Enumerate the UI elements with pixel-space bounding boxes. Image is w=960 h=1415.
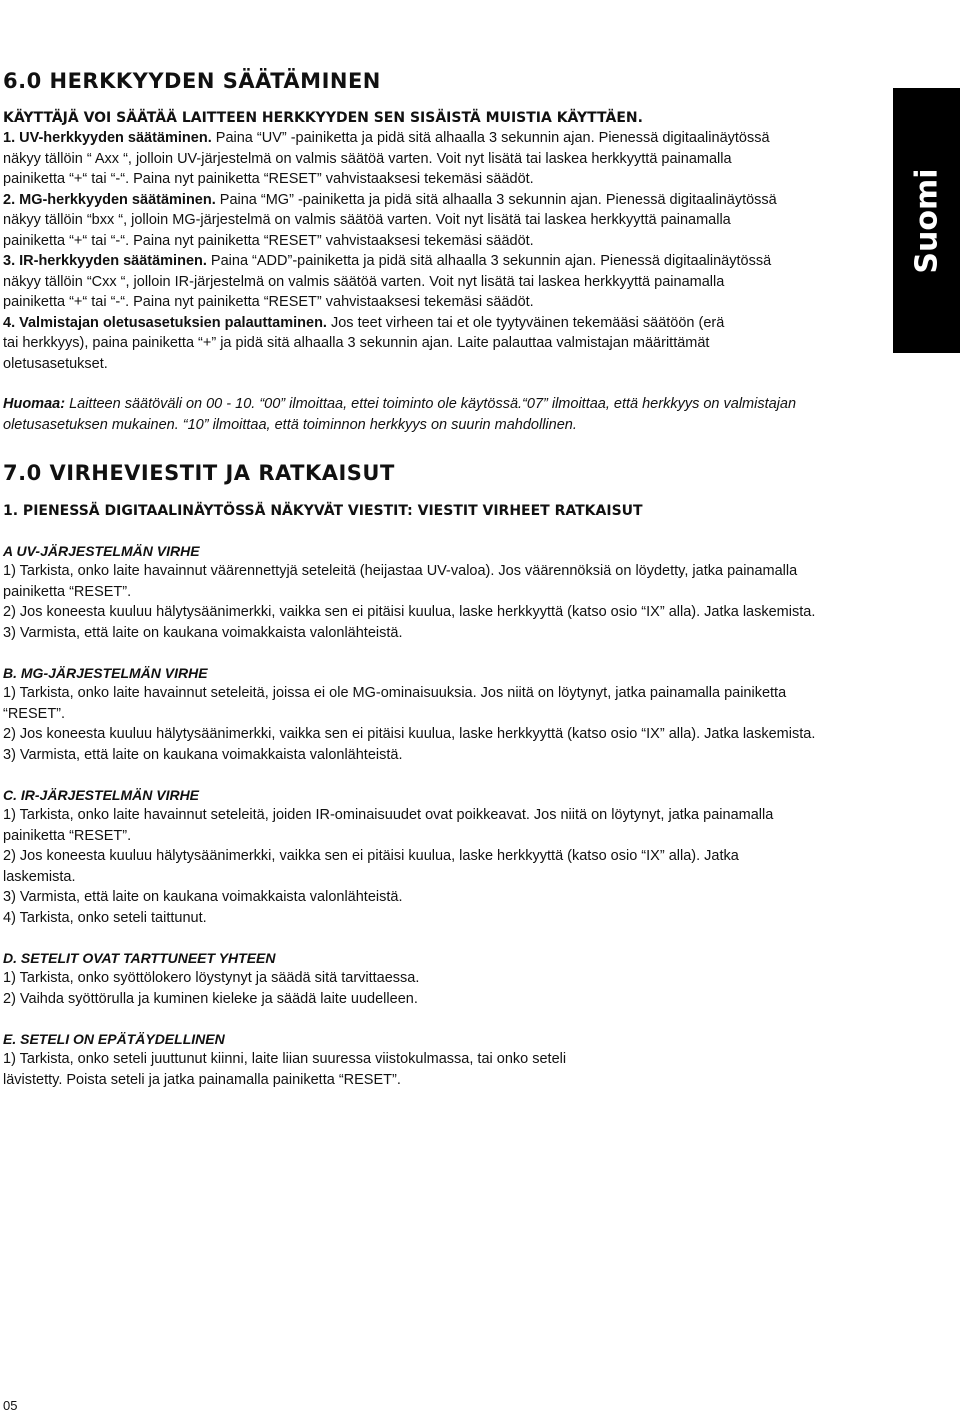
error-c-line-1: 1) Tarkista, onko laite havainnut seteleitä, joiden IR-ominaisuudet ovat poikkeavat. Jos niitä on löytynyt, jatka painamalla [3, 807, 774, 823]
paragraph-mg-line-3: painiketta “+“ tai “-“. Paina nyt painiketta “RESET” vahvistaaksesi tekemäsi säädöt. [3, 232, 534, 249]
error-e-heading: E. SETELI ON EPÄTÄYDELLINEN [3, 1031, 225, 1047]
note-heading: Huomaa: [3, 396, 66, 412]
language-tab-label: Suomi [909, 167, 944, 274]
section-6-subtitle: KÄYTTÄJÄ VOI SÄÄTÄÄ LAITTEEN HERKKYYDEN SEN SISÄISTÄ MUISTIA KÄYTTÄEN. [3, 110, 643, 126]
error-d-heading: D. SETELIT OVAT TARTTUNEET YHTEEN [3, 950, 276, 966]
error-c-heading: C. IR-JÄRJESTELMÄN VIRHE [3, 787, 200, 803]
language-tab [893, 88, 960, 353]
error-a-line-4: 3) Varmista, että laite on kaukana voimakkaista valonlähteistä. [3, 624, 403, 641]
mg-heading: 2. MG-herkkyyden säätäminen. [3, 191, 216, 208]
error-b-heading: B. MG-JÄRJESTELMÄN VIRHE [3, 665, 208, 681]
paragraph-reset-line-2: tai herkkyys), paina painiketta “+” ja pidä sitä alhaalla 3 sekunnin ajan. Laite palauttaa valmistajan määrittämät [3, 335, 710, 351]
paragraph-uv-line-2: näkyy tällöin “ Axx “, jolloin UV-järjestelmä on valmis säätöä varten. Voit nyt lisätä tai laskea herkkyyttä painamalla [3, 150, 732, 167]
section-7-subtitle: 1. PIENESSÄ DIGITAALINÄYTÖSSÄ NÄKYVÄT VIESTIT: VIESTIT VIRHEET RATKAISUT [3, 503, 643, 519]
paragraph-ir-line-2: näkyy tällöin “Cxx “, jolloin IR-järjestelmä on valmis säätöä varten. Voit nyt lisätä tai laskea herkkyyttä painamalla [3, 273, 725, 290]
error-b-line-4: 3) Varmista, että laite on kaukana voimakkaista valonlähteistä. [3, 746, 403, 763]
error-c-line-4: laskemista. [3, 868, 76, 885]
ir-text-1: Paina “ADD”-painiketta ja pidä sitä alhaalla 3 sekunnin ajan. Pienessä digitaalinäytössä [206, 253, 772, 269]
section-7-title: 7.0 VIRHEVIESTIT JA RATKAISUT [3, 461, 395, 485]
paragraph-mg-line-1 [3, 190, 873, 211]
mg-text-1: Paina “MG” -painiketta ja pidä sitä alhaalla 3 sekunnin ajan. Pienessä digitaalinäytössä [219, 191, 777, 208]
error-a-heading: A UV-JÄRJESTELMÄN VIRHE [3, 543, 200, 559]
error-c-line-2: painiketta “RESET”. [3, 827, 132, 844]
page-number: 05 [3, 1398, 18, 1413]
ir-heading: 3. IR-herkkyyden säätäminen. [3, 253, 207, 269]
error-a-line-1: 1) Tarkista, onko laite havainnut väärennettyjä seteleitä (heijastaa UV-valoa). Jos väärennöksiä on löydetty, jatka painamalla [3, 563, 798, 579]
paragraph-reset-line-1 [3, 313, 873, 334]
error-b-line-2: “RESET”. [3, 705, 66, 722]
note-text-1: Laitteen säätöväli on 00 - 10. “00” ilmoittaa, ettei toiminto ole käytössä.“07” ilmoittaa, että herkkyys on valmistajan [65, 396, 797, 412]
error-c-line-3: 2) Jos koneesta kuuluu hälytysäänimerkki, vaikka sen ei pitäisi kuulua, laske herkkyyttä (katso osio “IX” alla). Jatka [3, 848, 739, 864]
error-a-line-2: painiketta “RESET”. [3, 583, 132, 600]
page-content [3, 68, 873, 1090]
paragraph-ir-line-3: painiketta “+“ tai “-“. Paina nyt painiketta “RESET” vahvistaaksesi tekemäsi säädöt. [3, 294, 534, 310]
paragraph-uv-line-1 [3, 128, 873, 149]
error-d-line-2: 2) Vaihda syöttörulla ja kuminen kieleke ja säädä laite uudelleen. [3, 990, 418, 1007]
paragraph-reset-line-3: oletusasetukset. [3, 355, 108, 372]
uv-text-1: Paina “UV” -painiketta ja pidä sitä alhaalla 3 sekunnin ajan. Pienessä digitaalinäytössä [215, 130, 770, 146]
paragraph-mg-line-2: näkyy tällöin “bxx “, jolloin MG-järjestelmä on valmis säätöä varten. Voit nyt lisätä tai laskea herkkyyttä painamalla [3, 212, 731, 228]
section-6-title: 6.0 HERKKYYDEN SÄÄTÄMINEN [3, 69, 381, 93]
paragraph-ir-line-1 [3, 251, 873, 272]
error-c-line-5: 3) Varmista, että laite on kaukana voimakkaista valonlähteistä. [3, 889, 403, 905]
error-e-line-1: 1) Tarkista, onko seteli juuttunut kiinni, laite liian suuressa viistokulmassa, tai onko seteli [3, 1051, 567, 1067]
reset-heading: 4. Valmistajan oletusasetuksien palauttaminen. [3, 314, 327, 331]
reset-text-1: Jos teet virheen tai et ole tyytyväinen tekemääsi säätöön (erä [326, 314, 725, 331]
note-line-2: oletusasetuksen mukainen. “10” ilmoittaa, että toiminnon herkkyys on suurin mahdollinen. [3, 416, 577, 433]
error-e-line-2: lävistetty. Poista seteli ja jatka painamalla painiketta “RESET”. [3, 1071, 401, 1088]
error-b-line-3: 2) Jos koneesta kuuluu hälytysäänimerkki, vaikka sen ei pitäisi kuulua, laske herkkyyttä (katso osio “IX” alla). Jatka laskemista. [3, 726, 816, 742]
error-d-line-1: 1) Tarkista, onko syöttölokero löystynyt ja säädä sitä tarvittaessa. [3, 970, 420, 986]
error-a-line-3: 2) Jos koneesta kuuluu hälytysäänimerkki, vaikka sen ei pitäisi kuulua, laske herkkyyttä (katso osio “IX” alla). Jatka laskemista. [3, 604, 816, 620]
error-b-line-1: 1) Tarkista, onko laite havainnut seteleitä, joissa ei ole MG-ominaisuuksia. Jos niitä on löytynyt, jatka painamalla painiketta [3, 685, 787, 701]
note-line-1 [3, 394, 873, 415]
paragraph-uv-line-3: painiketta “+“ tai “-“. Paina nyt painiketta “RESET” vahvistaaksesi tekemäsi säädöt. [3, 171, 534, 187]
error-c-line-6: 4) Tarkista, onko seteli taittunut. [3, 909, 207, 926]
uv-heading: 1. UV-herkkyyden säätäminen. [3, 130, 212, 146]
